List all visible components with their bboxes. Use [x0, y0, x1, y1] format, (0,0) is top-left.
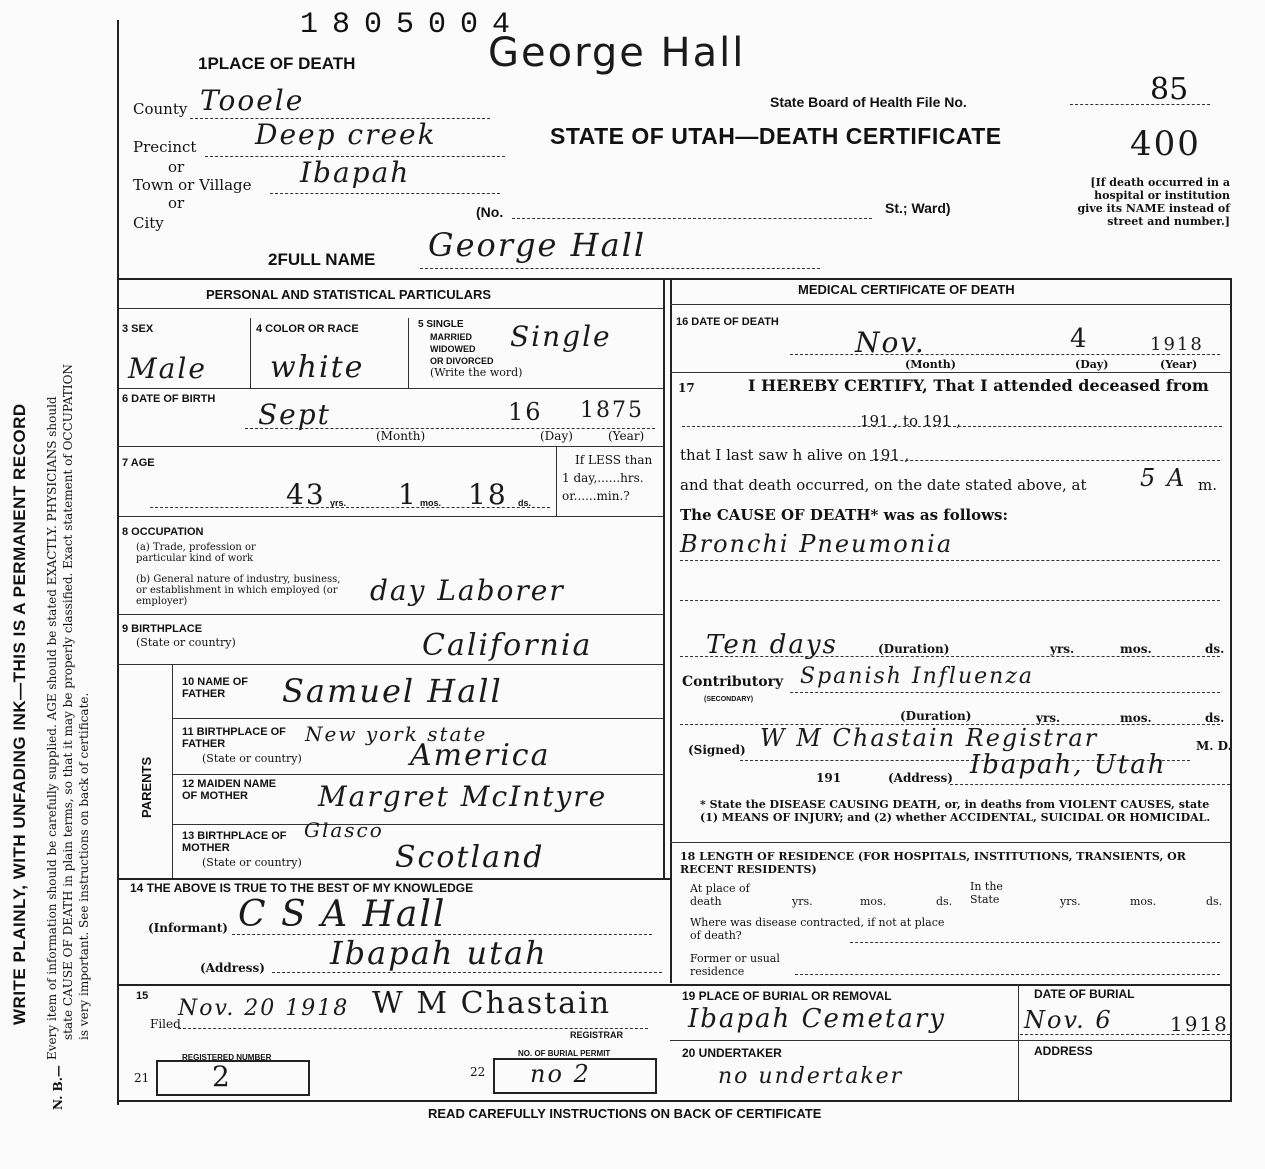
burial-permit-label: NO. OF BURIAL PERMIT: [518, 1049, 611, 1058]
mother-value: Margret McIntyre: [318, 780, 608, 813]
burial-date-value: Nov. 6: [1024, 1006, 1113, 1034]
contrib-yrs: yrs.: [1036, 711, 1061, 725]
dod-day: 4: [1070, 324, 1089, 354]
sidebar-line-1: Every item of information should be carefully supplied. AGE should be stated EXACTLY. PHYSICIANS should: [45, 396, 59, 1060]
birthplace-state-country: (State or country): [136, 636, 236, 649]
burial-year-value: 1918: [1170, 1012, 1229, 1036]
burial-permit-num: 22: [470, 1065, 486, 1079]
color-value: white: [270, 350, 365, 385]
signed-label: (Signed): [688, 743, 746, 757]
file-no-value: 85: [1150, 72, 1189, 107]
precinct-label: Precinct: [133, 138, 197, 156]
age-yrs-label: yrs.: [330, 498, 347, 508]
signed-value: W M Chastain Registrar: [760, 724, 1099, 752]
age-label: 7 AGE: [122, 457, 155, 469]
age-ds-label: ds.: [518, 498, 532, 508]
full-name-value: George Hall: [428, 226, 647, 264]
medical-section-title: MEDICAL CERTIFICATE OF DEATH: [798, 282, 1015, 297]
duration-yrs: yrs.: [1050, 642, 1075, 656]
contrib-duration-label: (Duration): [900, 709, 972, 723]
sidebar-line-2: state CAUSE OF DEATH in plain terms, so that it may be properly classified. Exact statement of OCCUPATION: [61, 364, 75, 1040]
birthplace-label: 9 BIRTHPLACE: [122, 623, 203, 635]
sidebar-main-text: WRITE PLAINLY, WITH UNFADING INK—THIS IS A PERMANENT RECORD: [10, 403, 29, 1025]
in-state-ds: ds.: [1206, 895, 1223, 908]
left-border: [117, 20, 119, 1105]
sex-label: 3 SEX: [122, 323, 154, 335]
occupation-b: (b) General nature of industry, business, or establishment in which employed (or employer): [136, 574, 341, 607]
dod-month-label: (Month): [905, 358, 956, 371]
certificate-title: STATE OF UTAH—DEATH CERTIFICATE: [550, 123, 1002, 149]
certify-text: I HEREBY CERTIFY, That I attended deceased from: [748, 376, 1209, 395]
m-label: m.: [1198, 476, 1217, 494]
town-label: Town or Village: [133, 176, 252, 194]
med-address-label: (Address): [888, 771, 953, 785]
contrib-ds: ds.: [1205, 711, 1225, 725]
contributory-label: Contributory: [682, 674, 784, 690]
sidebar-line-3: is very important. See instructions on back of certificate.: [77, 692, 91, 1040]
duration-mos: mos.: [1120, 642, 1152, 656]
informant-title: 14 THE ABOVE IS TRUE TO THE BEST OF MY KNOWLEDGE: [130, 881, 474, 895]
informant-address-label: (Address): [200, 961, 265, 975]
undertaker-value: no undertaker: [718, 1064, 904, 1089]
dob-year: 1875: [580, 398, 644, 423]
town-value: Ibapah: [300, 156, 411, 189]
duration-ds: ds.: [1205, 642, 1225, 656]
dod-month: Nov.: [855, 326, 926, 359]
city-label: City: [133, 214, 164, 232]
personal-section-title: PERSONAL AND STATISTICAL PARTICULARS: [206, 287, 492, 302]
cause-value: Bronchi Pneumonia: [680, 530, 954, 558]
color-label: 4 COLOR OR RACE: [256, 323, 359, 335]
file-serial: 1805004: [300, 8, 525, 42]
occupation-a: (a) Trade, profession or particular kind of work: [136, 542, 256, 564]
mother-bp-label: 13 BIRTHPLACE OF MOTHER: [182, 830, 287, 854]
marital-value: Single: [510, 320, 612, 353]
marital-label-1: 5 SINGLE: [418, 319, 464, 330]
duration-value: Ten days: [706, 630, 838, 660]
in-state-label: In the State: [970, 880, 1003, 906]
st-ward-label: St.; Ward): [885, 200, 951, 216]
reg-value: 2: [212, 1060, 232, 1093]
contracted-label: Where was disease contracted, if not at place of death?: [690, 916, 945, 942]
secondary-label: (SECONDARY): [704, 696, 754, 703]
marital-label-3: WIDOWED: [430, 344, 476, 354]
cert-number: 400: [1130, 124, 1201, 164]
hospital-note: [If death occurred in a hospital or institution give its NAME instead of street and number.]: [1077, 176, 1230, 228]
last-saw: that I last saw h alive on 191 ,: [680, 446, 910, 464]
md-label: M. D.: [1196, 739, 1232, 753]
deceased-name-top: George Hall: [488, 30, 746, 76]
sidebar-nb: N. B.—: [51, 1065, 65, 1110]
dod-year-label: (Year): [1160, 358, 1198, 371]
dod-label: 16 DATE OF DEATH: [676, 316, 779, 328]
reg-num: 21: [134, 1071, 150, 1085]
age-ds: 18: [468, 478, 508, 511]
dob-day-label: (Day): [540, 429, 573, 443]
footnote: * State the DISEASE CAUSING DEATH, or, in deaths from VIOLENT CAUSES, state (1) MEANS OF INJURY; and (2) whether ACCIDENTAL, SUICIDAL OR HOMICIDAL.: [700, 798, 1211, 824]
in-state-mos: mos.: [1130, 895, 1157, 908]
registrar-label: REGISTRAR: [570, 1030, 624, 1040]
mother-bp-value-2: Scotland: [395, 840, 545, 875]
burial-date-label: DATE OF BURIAL: [1034, 987, 1135, 1001]
filed-label: Filed: [150, 1017, 181, 1031]
reg-box: [156, 1060, 310, 1096]
dod-year: 1918: [1150, 334, 1204, 355]
former-label: Former or usual residence: [690, 952, 780, 978]
dob-day: 16: [508, 398, 543, 426]
address2-label: ADDRESS: [1034, 1044, 1093, 1058]
father-bp-value-1: New york state: [305, 722, 488, 746]
marital-label-4: OR DIVORCED: [430, 356, 494, 366]
footer-instructions: READ CAREFULLY INSTRUCTIONS ON BACK OF CERTIFICATE: [428, 1106, 822, 1121]
informant-label: (Informant): [148, 921, 228, 935]
to-line: 191 , to 191 ,: [860, 412, 961, 430]
father-value: Samuel Hall: [282, 672, 503, 710]
dob-year-label: (Year): [608, 429, 645, 443]
father-bp-state: (State or country): [202, 752, 302, 765]
no-label: (No.: [476, 204, 504, 220]
occurred-text: and that death occurred, on the date stated above, at: [680, 476, 1087, 494]
registrar-value: W M Chastain: [372, 986, 612, 1021]
cause-label: The CAUSE OF DEATH* was as follows:: [680, 506, 1009, 524]
place-of-death-label: 1PLACE OF DEATH: [198, 54, 356, 73]
filed-value: Nov. 20 1918: [178, 996, 350, 1021]
contrib-mos: mos.: [1120, 711, 1152, 725]
contributory-value: Spanish Influenza: [800, 664, 1035, 689]
time-value: 5 A: [1140, 464, 1187, 492]
burial-permit-value: no 2: [530, 1060, 591, 1088]
less-than-1: If LESS than: [575, 453, 653, 467]
cert-num: 17: [678, 381, 695, 395]
mother-label: 12 MAIDEN NAME OF MOTHER: [182, 778, 277, 802]
occupation-value: day Laborer: [370, 574, 565, 607]
father-bp-label: 11 BIRTHPLACE OF FATHER: [182, 726, 286, 750]
dod-day-label: (Day): [1075, 358, 1109, 371]
less-than-2: 1 day,......hrs.: [562, 471, 644, 485]
burial-place-value: Ibapah Cemetary: [688, 1004, 946, 1034]
marital-label-2: MARRIED: [430, 332, 472, 342]
marital-note: (Write the word): [430, 366, 523, 379]
mother-bp-value-1: Glasco: [304, 818, 384, 842]
age-yrs: 43: [286, 478, 326, 511]
undertaker-label: 20 UNDERTAKER: [682, 1046, 782, 1060]
at-place-mos: mos.: [860, 895, 887, 908]
parents-label: PARENTS: [139, 756, 154, 818]
med-address-value: Ibapah, Utah: [970, 750, 1167, 780]
informant-value: C S A Hall: [238, 894, 447, 935]
county-value: Tooele: [200, 84, 305, 117]
at-place-ds: ds.: [936, 895, 953, 908]
or-label-1: or: [168, 158, 185, 176]
informant-address-value: Ibapah utah: [330, 934, 548, 972]
or-label-2: or: [168, 194, 185, 212]
at-place-label: At place of death: [690, 882, 750, 908]
less-than-3: or......min.?: [562, 489, 630, 503]
occupation-label: 8 OCCUPATION: [122, 526, 204, 538]
duration-label: (Duration): [878, 642, 950, 656]
burial-place-label: 19 PLACE OF BURIAL OR REMOVAL: [682, 989, 892, 1003]
precinct-value: Deep creek: [255, 118, 437, 151]
father-label: 10 NAME OF FATHER: [182, 676, 249, 700]
filed-num: 15: [136, 990, 149, 1002]
mother-bp-state: (State or country): [202, 856, 302, 869]
age-mos: 1: [398, 478, 418, 511]
reg-number-label: REGISTERED NUMBER: [182, 1053, 272, 1062]
residence-label: 18 LENGTH OF RESIDENCE (FOR HOSPITALS, INSTITUTIONS, TRANSIENTS, OR RECENT RESIDENTS): [680, 850, 1186, 876]
signed-year-prefix: 191: [816, 771, 842, 785]
birthplace-value: California: [422, 628, 593, 663]
in-state-yrs: yrs.: [1060, 895, 1081, 908]
age-mos-label: mos.: [420, 498, 442, 508]
sex-value: Male: [128, 352, 207, 385]
dob-label: 6 DATE OF BIRTH: [122, 393, 216, 405]
county-label: County: [133, 100, 188, 118]
file-no-label: State Board of Health File No.: [770, 94, 967, 110]
dob-month: Sept: [258, 398, 331, 431]
dob-month-label: (Month): [376, 429, 426, 443]
father-bp-value-2: America: [410, 738, 551, 773]
at-place-yrs: yrs.: [792, 895, 813, 908]
full-name-label: 2FULL NAME: [268, 250, 376, 269]
